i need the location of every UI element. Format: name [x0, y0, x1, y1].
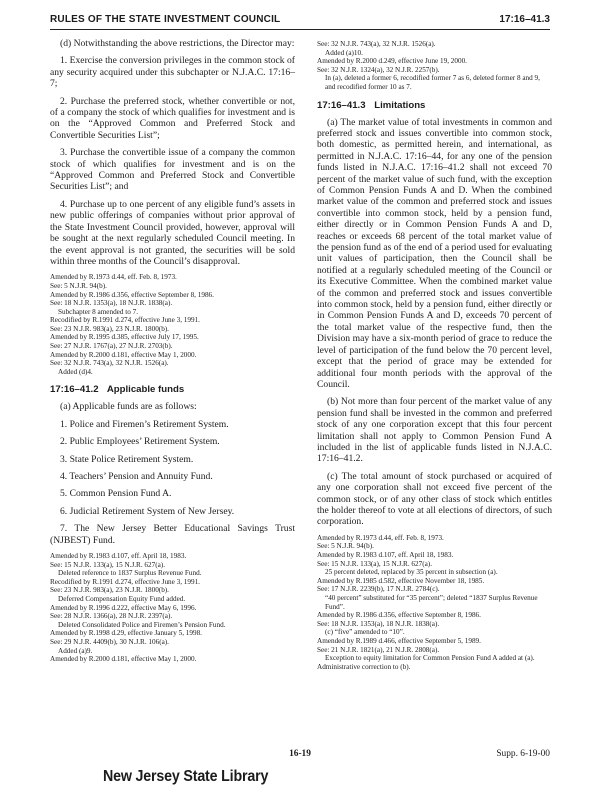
history-line: Recodified by R.1991 d.274, effective June 3, 1991.: [50, 316, 200, 325]
history-line: See: 32 N.J.R. 743(a), 32 N.J.R. 1526(a).: [317, 40, 436, 48]
history-line: See: 32 N.J.R. 1324(a), 32 N.J.R. 2257(b).: [317, 65, 440, 74]
history-line: In (a), deleted a former 6, recodified former 7 as 6, deleted former 8 and 9, and recodified former 10 as 7.: [325, 74, 540, 91]
history-note: [50, 552, 295, 664]
history-line: Recodified by R.1991 d.274, effective June 3, 1991.: [50, 577, 200, 586]
history-note: [317, 40, 552, 92]
history-line: Deferred Compensation Equity Fund added.: [58, 595, 186, 604]
history-line: Amended by R.1983 d.107, eff. April 18, 1983.: [50, 552, 187, 561]
history-line: Deleted Consolidated Police and Firemen’s Pension Fund.: [58, 620, 226, 629]
history-line: See: 21 N.J.R. 1821(a), 21 N.J.R. 2808(a).: [317, 645, 440, 654]
subsection-d-intro: (d) Notwithstanding the above restrictions, the Director may:: [60, 38, 295, 49]
history-line: See: 15 N.J.R. 133(a), 15 N.J.R. 627(a).: [317, 559, 432, 568]
history-line: Administrative correction to (b).: [317, 662, 411, 671]
section-heading: [317, 100, 552, 111]
history-line: Amended by R.1998 d.29, effective January 5, 1998.: [50, 629, 202, 638]
history-line: Amended by R.1996 d.222, effective May 6, 1996.: [50, 603, 197, 612]
left-column: [50, 38, 295, 672]
history-line: Amended by R.1995 d.385, effective July 17, 1995.: [50, 333, 199, 342]
history-line: See: 17 N.J.R. 2239(b), 17 N.J.R. 2784(c).: [317, 585, 440, 594]
history-line: See: 27 N.J.R. 1767(a), 27 N.J.R. 2703(b).: [50, 342, 173, 351]
fund-item: 7. The New Jersey Better Educational Savings Trust (NJBEST) Fund.: [50, 523, 295, 546]
fund-item: 3. State Police Retirement System.: [60, 453, 194, 465]
right-column: [317, 38, 552, 679]
running-header: [50, 12, 550, 28]
fund-item: 5. Common Pension Fund A.: [60, 488, 172, 500]
fund-item: 6. Judicial Retirement System of New Jersey.: [60, 505, 235, 517]
history-line: Deleted reference to 1837 Surplus Revenue Fund.: [58, 569, 202, 578]
section-heading: [50, 384, 295, 395]
history-line: See: 28 N.J.R. 1366(a), 28 N.J.R. 2397(a).: [50, 612, 173, 621]
subsection-d-item: 4. Purchase up to one percent of any eligible fund’s assets in new public offerings of companies without prior approval of the State Investment Council provided, however, approval will be sought at the next regularly scheduled Council meeting. In the event approval is not granted, the securities will be sold within three months of the Council’s disapproval.: [50, 198, 295, 267]
history-line: Amended by R.1973 d.44, eff. Feb. 8, 1973.: [317, 533, 444, 542]
history-line: See: 29 N.J.R. 4409(b), 30 N.J.R. 106(a).: [50, 638, 169, 647]
history-line: See: 18 N.J.R. 1353(a), 18 N.J.R. 1838(a).: [317, 619, 440, 628]
history-line: See: 32 N.J.R. 743(a), 32 N.J.R. 1526(a).: [50, 359, 169, 368]
history-line: See: 23 N.J.R. 983(a), 23 N.J.R. 1800(b).: [50, 324, 169, 333]
history-line: See: 5 N.J.R. 94(b).: [50, 281, 107, 290]
history-line: Amended by R.1973 d.44, eff. Feb. 8, 1973.: [50, 273, 177, 282]
subsection-d-item: 2. Purchase the preferred stock, whether convertible or not, of a company the stock of which qualifies for investment and is on the “Approved Common and Preferred Stock and Convertible Securities List”;: [50, 95, 295, 141]
subsection-d-item: 3. Purchase the convertible issue of a company the common stock of which qualifies for investment and is on the “Approved Common and Preferred Stock and Convertible Securities List”; and: [50, 147, 295, 193]
section-title: Applicable funds: [106, 384, 185, 396]
history-line: Amended by R.1983 d.107, eff. April 18, 1983.: [317, 550, 454, 559]
history-line: Amended by R.1986 d.356, effective September 8, 1986.: [317, 611, 481, 620]
fund-item: 2. Public Employees’ Retirement System.: [60, 436, 220, 448]
history-line: “40 percent” substituted for “35 percent”; deleted “1837 Surplus Revenue Fund”.: [325, 593, 538, 611]
history-line: Amended by R.2000 d.181, effective May 1, 2000.: [50, 350, 197, 359]
subsection-b: (b) Not more than four percent of the market value of any pension fund shall be invested in the common and preferred stock of any one corporation except that this four percent limitation shall not apply to Common Pension Fund A included in the list of applicable funds listed in N.J.A.C. 17:16–41.2.: [317, 396, 552, 465]
history-line: Subchapter 8 amended to 7.: [58, 307, 139, 316]
history-line: Amended by R.1985 d.582, effective November 18, 1985.: [317, 576, 485, 585]
fund-item: 1. Police and Firemen’s Retirement System.: [60, 418, 229, 430]
subsection-c: (c) The total amount of stock purchased or acquired of any one corporation shall not exceed five percent of the common stock, or of any other class of stock which entitles the holder thereof to vote at all elections of directors, of such corporation.: [317, 470, 552, 528]
subsection-a: (a) The market value of total investments in common and preferred stock and issues convertible into common stock, both domestic, as permitted herein, and international, as permitted in N.J.A.C. 17:16–44, for any one of the pension funds listed in N.J.A.C. 17:16–41.2 shall not exceed 70 percent of the market value of such fund, with the exception of Common Pension Funds A and D. When the combined market value of the common and preferred stock and issues convertible into common stock, held by a pension fund, either directly or in Common Pension Funds A and D, reaches or exceeds 68 percent of the total market value of the pension fund as of the end of a period used for evaluating unit values of participation, then the Council shall be notified at a regularly scheduled meeting of the Council or its Executive Committee. When the combined market value of the common and preferred stock and issues convertible into common stock, held by a pension fund, either directly or in Common Pension Funds A and D, exceeds 70 percent of the total market value of the respective fund, then the Division may have a six-month period of grace to reduce the level of participation of the fund below the 70 percent level, except that the period of grace may be extended for additional four month periods with the approval of the Council.: [317, 116, 552, 390]
section-number: 17:16–41.2: [50, 384, 99, 396]
history-line: Added (a)9.: [58, 646, 93, 655]
section-number: 17:16–41.3: [317, 99, 366, 111]
header-title: RULES OF THE STATE INVESTMENT COUNCIL: [50, 14, 281, 25]
history-line: See: 23 N.J.R. 983(a), 23 N.J.R. 1800(b).: [50, 586, 169, 595]
section-title: Limitations: [374, 99, 426, 111]
history-note: [317, 534, 552, 672]
subsection-d-item: 1. Exercise the conversion privileges in the common stock of any security acquired under this subchapter or N.J.A.C. 17:16–7;: [50, 55, 295, 90]
history-line: Amended by R.1986 d.356, effective September 8, 1986.: [50, 290, 214, 299]
fund-item: 4. Teachers’ Pension and Annuity Fund.: [60, 471, 213, 483]
history-line: Exception to equity limitation for Common Pension Fund A added at (a).: [325, 654, 535, 663]
history-line: Amended by R.2000 d.249, effective June 19, 2000.: [317, 57, 467, 66]
history-line: Amended by R.1989 d.466, effective September 5, 1989.: [317, 636, 481, 645]
history-line: Added (a)10.: [325, 48, 363, 57]
funds-intro: (a) Applicable funds are as follows:: [60, 401, 197, 413]
history-line: See: 5 N.J.R. 94(b).: [317, 542, 374, 551]
header-citation: 17:16–41.3: [499, 14, 550, 25]
history-line: Added (d)4.: [58, 367, 93, 376]
history-line: 25 percent deleted, replaced by 35 percent in subsection (a).: [325, 568, 498, 577]
header-rule: [50, 29, 550, 30]
supplement-date: Supp. 6-19-00: [496, 749, 550, 759]
history-line: See: 15 N.J.R. 133(a), 15 N.J.R. 627(a).: [50, 560, 165, 569]
history-line: See: 18 N.J.R. 1353(a), 18 N.J.R. 1838(a).: [50, 299, 173, 308]
history-line: (c) “five” amended to “10”.: [325, 628, 405, 637]
page-number: 16-19: [289, 749, 311, 759]
history-line: Amended by R.2000 d.181, effective May 1, 2000.: [50, 655, 197, 664]
history-note: [50, 273, 295, 376]
library-watermark: New Jersey State Library: [103, 768, 269, 785]
